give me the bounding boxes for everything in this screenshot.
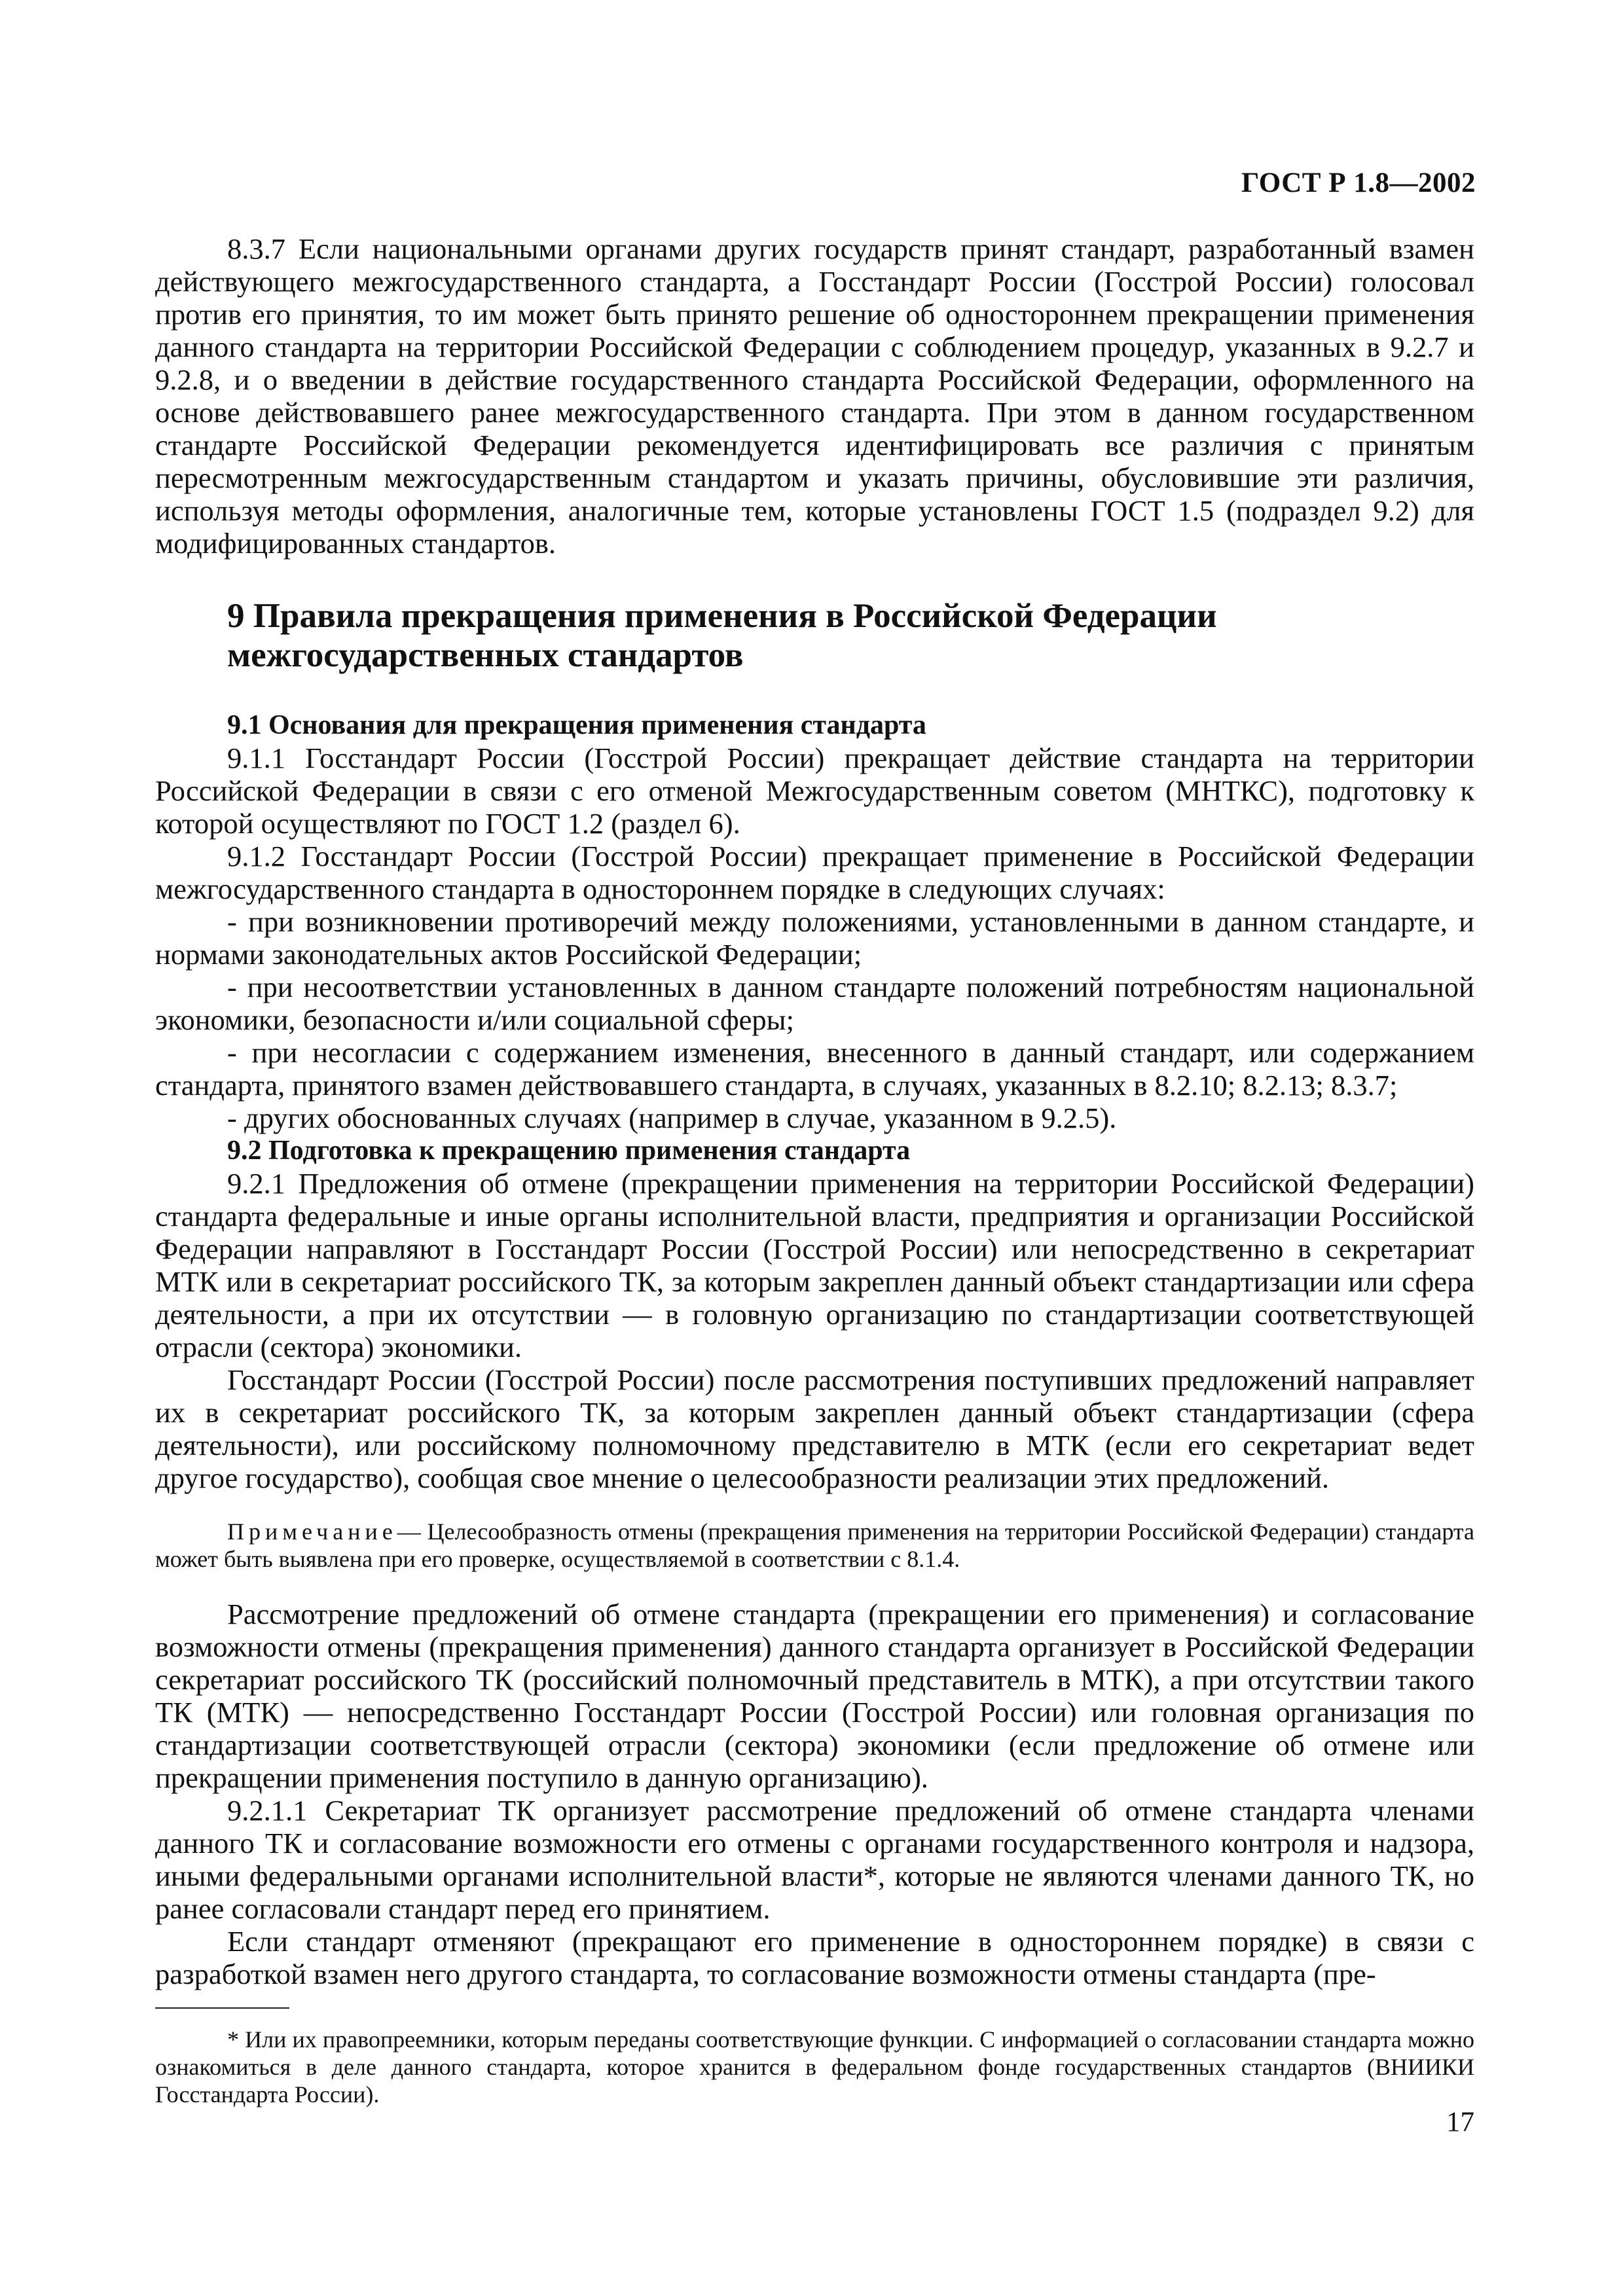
subsection-9-1-title: 9.1 Основания для прекращения применения стандарта (227, 710, 926, 740)
list-item: - при несоответствии установленных в данном стандарте положений потребностям национальной экономики, безопасности и/или социальной сферы; (155, 971, 1474, 1036)
paragraph-9-2-1: 9.2.1 Предложения об отмене (прекращении применения на территории Российской Федерации) стандарта федеральные и иные органы исполнительной власти, предприятия и организации Российской Федерации направляют в Госстандарт России (Госстрой России) или непосредственно в секретариат МТК или в секретариат российского ТК, за которым закреплен данный объект стандартизации или сфера деятельности, а при их отсутствии — в головную организацию по стандартизации соответствующей отрасли (сектора) экономики. (155, 1167, 1474, 1363)
footnote-divider (155, 2007, 289, 2009)
page-number: 17 (1446, 2107, 1474, 2138)
list-item: - при несогласии с содержанием изменения, внесенного в данный стандарт, или содержанием стандарта, принятого взамен действовавшего стандарта, в случаях, указанных в 8.2.10; 8.2.13; 8.3.7; (155, 1036, 1474, 1102)
section-9-title-line2: межгосударственных стандартов (227, 636, 744, 674)
running-header: ГОСТ Р 1.8—2002 (1241, 168, 1476, 198)
paragraph-9-2-1-c: Рассмотрение предложений об отмене стандарта (прекращении его применения) и согласование возможности отмены (прекращения применения) данного стандарта организует в Российской Федерации секретариат российского ТК (российский полномочный представитель в МТК), а при отсутствии такого ТК (МТК) — непосредственно Госстандарт России (Госстрой России) или головная организация по стандартизации соответствующей отрасли (сектора) экономики (если предложение об отмене или прекращении применения поступило в данную организацию). (155, 1598, 1474, 1794)
paragraph-9-2-1-1: 9.2.1.1 Секретариат ТК организует рассмотрение предложений об отмене стандарта членами данного ТК и согласование возможности его отмены с органами государственного контроля и надзора, иными федеральными органами исполнительной власти*, которые не являются членами данного ТК, но ранее согласовали стандарт перед его принятием. (155, 1794, 1474, 1925)
paragraph-9-2-1-b: Госстандарт России (Госстрой России) после рассмотрения поступивших предложений направляет их в секретариат российского ТК, за которым закреплен данный объект стандартизации (сфера деятельности), или российскому полномочному представителю в МТК (если его секретариат ведет другое государство), сообщая свое мнение о целесообразности реализации этих предложений. (155, 1363, 1474, 1494)
list-item: - при возникновении противоречий между положениями, установленными в данном стандарте, и нормами законодательных актов Российской Федерации; (155, 905, 1474, 971)
paragraph-9-2-1-1-b: Если стандарт отменяют (прекращают его применение в одностороннем порядке) в связи с разработкой взамен него другого стандарта, то согласование возможности отмены стандарта (пре- (155, 1925, 1474, 1990)
section-9-title-line1: 9 Правила прекращения применения в Российской Федерации (227, 597, 1217, 635)
paragraph-9-1-1: 9.1.1 Госстандарт России (Госстрой России) прекращает действие стандарта на территории Российской Федерации в связи с его отменой Межгосударственным советом (МНТКС), подготовку к которой осуществляют по ГОСТ 1.2 (раздел 6). (155, 742, 1474, 840)
page-content (155, 232, 1474, 2108)
footnote: * Или их правопреемники, которым переданы соответствующие функции. С информацией о согласовании стандарта можно ознакомиться в деле данного стандарта, которое хранится в федеральном фонде государственных стандартов (ВНИИКИ Госстандарта России). (155, 2026, 1474, 2108)
paragraph-9-1-2: 9.1.2 Госстандарт России (Госстрой России) прекращает применение в Российской Федерации межгосударственного стандарта в одностороннем порядке в следующих случаях: (155, 840, 1474, 905)
paragraph-8-3-7: 8.3.7 Если национальными органами других государств принят стандарт, разработанный взамен действующего межгосударственного стандарта, а Госстандарт России (Госстрой России) голосовал против его принятия, то им может быть принято решение об одностороннем прекращении применения данного стандарта на территории Российской Федерации с соблюдением процедур, указанных в 9.2.7 и 9.2.8, и о введении в действие государственного стандарта Российской Федерации, оформленного на основе действовавшего ранее межгосударственного стандарта. При этом в данном государственном стандарте Российской Федерации рекомендуется идентифицировать все различия с принятым пересмотренным межгосударственным стандартом и указать причины, обусловившие эти различия, используя методы оформления, аналогичные тем, которые установлены ГОСТ 1.5 (подраздел 9.2) для модифицированных стандартов. (155, 232, 1474, 560)
note (155, 1518, 1474, 1573)
note-label: Примечание (227, 1518, 397, 1545)
note-text: — Целесообразность отмены (прекращения применения на территории Российской Федерации) стандарта может быть выявлена при его проверке, осуществляемой в соответствии с 8.1.4. (155, 1518, 1474, 1572)
list-item: - других обоснованных случаях (например в случае, указанном в 9.2.5). (227, 1102, 1117, 1134)
subsection-9-2-title: 9.2 Подготовка к прекращению применения стандарта (227, 1136, 911, 1166)
section-9-title (227, 596, 1474, 675)
